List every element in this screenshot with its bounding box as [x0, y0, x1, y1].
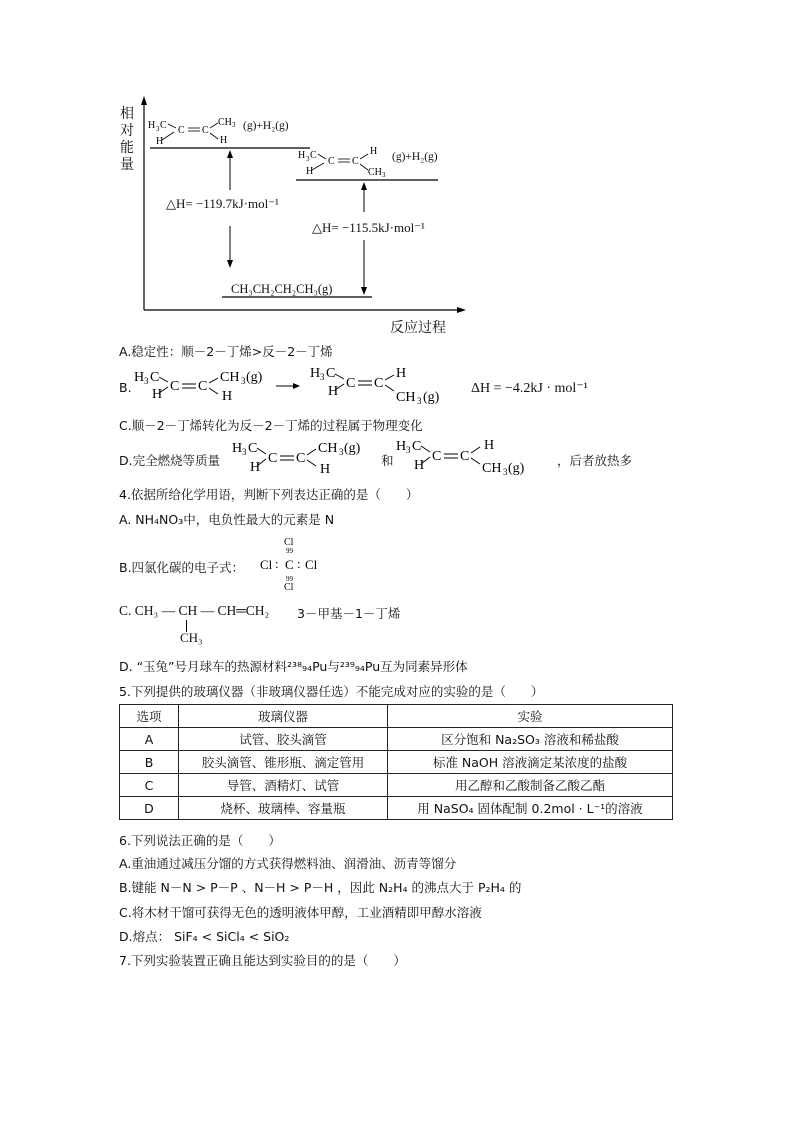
svg-text:C: C: [202, 125, 209, 136]
svg-text:C: C: [198, 379, 208, 394]
y-axis-char: 量: [120, 157, 134, 173]
table-cell: 烧杯、玻璃棒、容量瓶: [179, 797, 388, 820]
table-header-cell: 选项: [120, 705, 179, 728]
svg-text:3: 3: [306, 155, 310, 163]
svg-text:Cl: Cl: [284, 537, 294, 548]
y-axis-char: 能: [120, 140, 134, 156]
svg-text:C: C: [296, 451, 306, 466]
cis-state-label: (g)+H₂(g): [243, 120, 289, 132]
svg-text:3: 3: [417, 396, 422, 406]
table-row: [120, 751, 673, 774]
table-cell: 导管、酒精灯、试管: [179, 774, 388, 797]
q4-option-d: D. “玉兔”号月球车的热源材料²³⁸₉₄Pu与²³⁹₉₄Pu互为同素异形体: [119, 659, 468, 674]
svg-text:3: 3: [406, 445, 411, 455]
svg-text:C: C: [178, 125, 185, 136]
y-axis-char: 对: [120, 123, 134, 139]
table-cell: C: [120, 774, 179, 797]
ccl4-electron-formula: [258, 534, 328, 596]
q4-option-c-branch: CH₃: [180, 630, 203, 645]
svg-text:H: H: [310, 366, 321, 381]
q6-option-d: D.熔点： SiF₄ < SiCl₄ < SiO₂: [119, 929, 290, 944]
svg-text:CH: CH: [218, 117, 232, 128]
table-cell: 胶头滴管、锥形瓶、滴定管用: [179, 751, 388, 774]
svg-text:C: C: [432, 449, 442, 464]
svg-text:H: H: [220, 135, 228, 146]
svg-text:3: 3: [382, 171, 386, 179]
svg-text:H: H: [152, 387, 163, 402]
svg-text:CH: CH: [396, 390, 416, 405]
table-header-cell: 玻璃仪器: [179, 705, 388, 728]
table-cell: 用乙醇和乙酸制备乙酸乙酯: [388, 774, 673, 797]
table-row: [120, 774, 673, 797]
svg-text:3: 3: [156, 125, 160, 133]
q3-option-d-suffix: ，后者放热多: [557, 453, 633, 468]
svg-text:C: C: [460, 449, 470, 464]
table-cell: 区分饱和 Na₂SO₃ 溶液和稀盐酸: [388, 728, 673, 751]
svg-text:3: 3: [320, 372, 325, 382]
delta-h-cis: △H= −119.7kJ·mol⁻¹: [166, 196, 279, 211]
q5-table: [119, 704, 673, 820]
q3-option-c: C.顺－2－丁烯转化为反－2－丁烯的过程属于物理变化: [119, 418, 423, 433]
svg-text:H: H: [396, 439, 407, 454]
svg-text::: :: [297, 556, 301, 571]
q6-option-c: C.将木材干馏可获得无色的透明液体甲醇，工业酒精即甲醇水溶液: [119, 905, 482, 920]
q3-option-d-trans-structure: [394, 434, 554, 480]
table-row: [120, 797, 673, 820]
svg-text:H: H: [414, 458, 425, 473]
svg-text:3: 3: [503, 467, 508, 477]
svg-text:C: C: [328, 156, 335, 167]
q4-option-a: A. NH₄NO₃中，电负性最大的元素是 N: [119, 512, 335, 527]
q5-stem: 5.下列提供的玻璃仪器（非玻璃仪器任选）不能完成对应的实验的是（ ）: [119, 684, 544, 699]
svg-text:C: C: [326, 366, 336, 381]
svg-text:CH: CH: [220, 370, 240, 385]
q4-stem: 4.依据所给化学用语，判断下列表达正确的是（ ）: [119, 487, 419, 502]
table-cell: D: [120, 797, 179, 820]
q3-option-b-delta-h: ΔH = −4.2kJ · mol⁻¹: [471, 381, 588, 396]
svg-text:C: C: [268, 451, 278, 466]
svg-text:CH: CH: [368, 167, 382, 178]
table-cell: 标准 NaOH 溶液滴定某浓度的盐酸: [388, 751, 673, 774]
svg-text:C: C: [346, 376, 356, 391]
svg-text:C: C: [412, 439, 422, 454]
table-cell: B: [120, 751, 179, 774]
svg-text:H: H: [156, 136, 164, 147]
svg-text:C: C: [285, 557, 294, 572]
svg-text::: :: [275, 556, 279, 571]
svg-text:CH: CH: [318, 441, 338, 456]
svg-text:(g): (g): [423, 390, 440, 405]
q6-stem: 6.下列说法正确的是（ ）: [119, 833, 281, 848]
svg-text:C: C: [160, 120, 167, 131]
product-label: CH₃CH₂CH₂CH₃(g): [231, 282, 333, 296]
svg-text:(g): (g): [508, 461, 525, 476]
table-cell: 试管、胶头滴管: [179, 728, 388, 751]
svg-text:3: 3: [339, 447, 344, 457]
svg-text:3: 3: [242, 447, 247, 457]
svg-text:H: H: [148, 120, 156, 131]
y-axis-char: 相: [120, 106, 134, 122]
table-row: [120, 728, 673, 751]
q7-stem: 7.下列实验装置正确且能达到实验目的的是（ ）: [119, 953, 406, 968]
svg-text:3: 3: [144, 376, 149, 386]
svg-text:H: H: [306, 166, 314, 177]
svg-text:C: C: [310, 150, 317, 161]
q3-option-d-cis-structure: [230, 436, 380, 480]
svg-text:H: H: [222, 389, 233, 404]
svg-text:99: 99: [286, 575, 293, 583]
svg-text:H: H: [232, 441, 243, 456]
svg-text:99: 99: [286, 547, 293, 555]
table-cell: A: [120, 728, 179, 751]
svg-text:H: H: [370, 146, 378, 157]
q3-option-b-equation: [130, 365, 460, 407]
q3-option-d-and: 和: [381, 453, 394, 468]
svg-text:H: H: [328, 384, 339, 399]
delta-h-trans: △H= −115.5kJ·mol⁻¹: [312, 220, 425, 235]
q4-option-c-formula: C. CH₃ — CH — CH═CH₂: [119, 603, 270, 618]
svg-text:(g): (g): [344, 441, 361, 456]
energy-diagram: [110, 92, 470, 342]
svg-text:C: C: [352, 156, 359, 167]
trans-state-label: (g)+H₂(g): [392, 151, 438, 163]
svg-text:H: H: [484, 438, 495, 453]
svg-text:3: 3: [232, 121, 236, 129]
svg-text:Cl: Cl: [260, 557, 273, 572]
y-axis-label: [120, 106, 136, 174]
svg-text:Cl: Cl: [305, 557, 318, 572]
table-header-cell: 实验: [388, 705, 673, 728]
svg-text:(g): (g): [246, 370, 263, 385]
svg-text:C: C: [150, 370, 160, 385]
svg-text:Cl: Cl: [284, 582, 294, 593]
x-axis-label: 反应过程: [390, 320, 446, 336]
q3-option-d-prefix: D.完全燃烧等质量: [119, 453, 221, 468]
svg-text:H: H: [396, 366, 407, 381]
q4-option-b-prefix: B.四氯化碳的电子式：: [119, 560, 245, 575]
svg-text:C: C: [170, 379, 180, 394]
svg-text:H: H: [320, 462, 331, 477]
svg-text:CH: CH: [482, 461, 502, 476]
q4-option-c-name: 3－甲基－1－丁烯: [297, 606, 401, 621]
table-header-row: [120, 705, 673, 728]
svg-text:H: H: [298, 150, 306, 161]
svg-text:C: C: [374, 376, 384, 391]
svg-text:H: H: [250, 460, 261, 475]
svg-text:C: C: [248, 441, 258, 456]
q3-option-b-prefix: B.: [119, 380, 132, 395]
svg-text:3: 3: [241, 376, 246, 386]
q6-option-a: A.重油通过减压分馏的方式获得燃料油、润滑油、沥青等馏分: [119, 856, 457, 871]
table-cell: 用 NaSO₄ 固体配制 0.2mol · L⁻¹的溶液: [388, 797, 673, 820]
svg-text:H: H: [134, 370, 145, 385]
q6-option-b: B.键能 N－N > P－P 、N－H > P－H ，因此 N₂H₄ 的沸点大于 P₂H₄ 的: [119, 880, 522, 895]
q3-option-a: A.稳定性：顺－2－丁烯>反－2－丁烯: [119, 344, 333, 359]
